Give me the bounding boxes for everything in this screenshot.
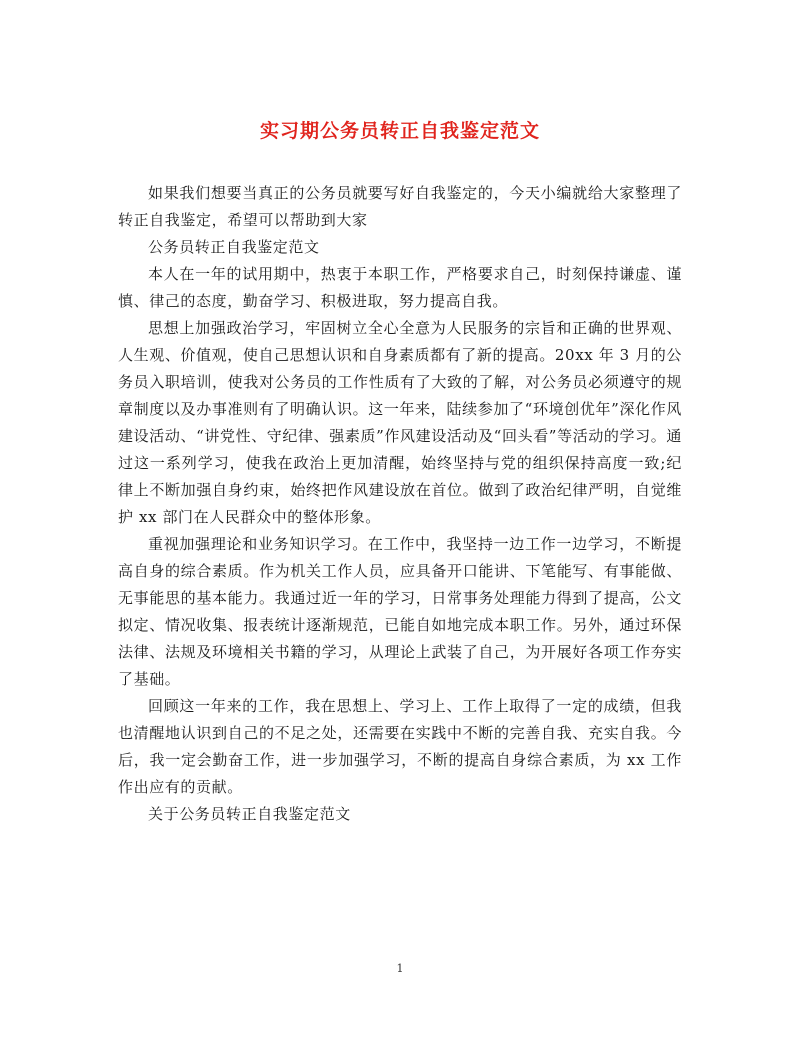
section-heading: 关于公务员转正自我鉴定范文 (148, 805, 351, 823)
body-paragraph: 思想上加强政治学习，牢固树立全心全意为人民服务的宗旨和正确的世界观、人生观、价值观，使自己思想认识和自身素质都有了新的提高。20xx 年 3 月的公务员入职培训，使我对公务员的工作性质有了大致的了解，对公务员必须遵守的规章制度以及办事准则有了明确认识。这一年来，陆续参加了“环境创优年”深化作风建设活动、“讲党性、守纪律、强素质”作风建设活动及“回头看”等活动的学习。通过这一系列学习，使我在政治上更加清醒，始终坚持与党的组织保持高度一致;纪律上不断加强自身约束，始终把作风建设放在首位。做到了政治纪律严明，自觉维护 xx 部门在人民群众中的整体形象。 (118, 319, 682, 526)
intro-paragraph: 如果我们想要当真正的公务员就要写好自我鉴定的，今天小编就给大家整理了转正自我鉴定，希望可以帮助到大家 (118, 184, 682, 229)
document-body (118, 180, 682, 828)
section-heading: 公务员转正自我鉴定范文 (148, 238, 320, 256)
page-number: 1 (396, 962, 404, 975)
body-paragraph: 本人在一年的试用期中，热衷于本职工作，严格要求自己，时刻保持谦虚、谨慎、律己的态度，勤奋学习、积极进取，努力提高自我。 (118, 265, 682, 310)
body-paragraph: 重视加强理论和业务知识学习。在工作中，我坚持一边工作一边学习，不断提高自身的综合素质。作为机关工作人员，应具备开口能讲、下笔能写、有事能做、无事能思的基本能力。我通过近一年的学习，日常事务处理能力得到了提高，公文拟定、情况收集、报表统计逐渐规范，已能自如地完成本职工作。另外，通过环保法律、法规及环境相关书籍的学习，从理论上武装了自己，为开展好各项工作夯实了基础。 (118, 535, 682, 688)
body-paragraph: 回顾这一年来的工作，我在思想上、学习上、工作上取得了一定的成绩，但我也清醒地认识到自己的不足之处，还需要在实践中不断的完善自我、充实自我。今后，我一定会勤奋工作，进一步加强学习，不断的提高自身综合素质，为 xx 工作作出应有的贡献。 (118, 697, 682, 796)
document-title: 实习期公务员转正自我鉴定范文 (259, 120, 540, 142)
